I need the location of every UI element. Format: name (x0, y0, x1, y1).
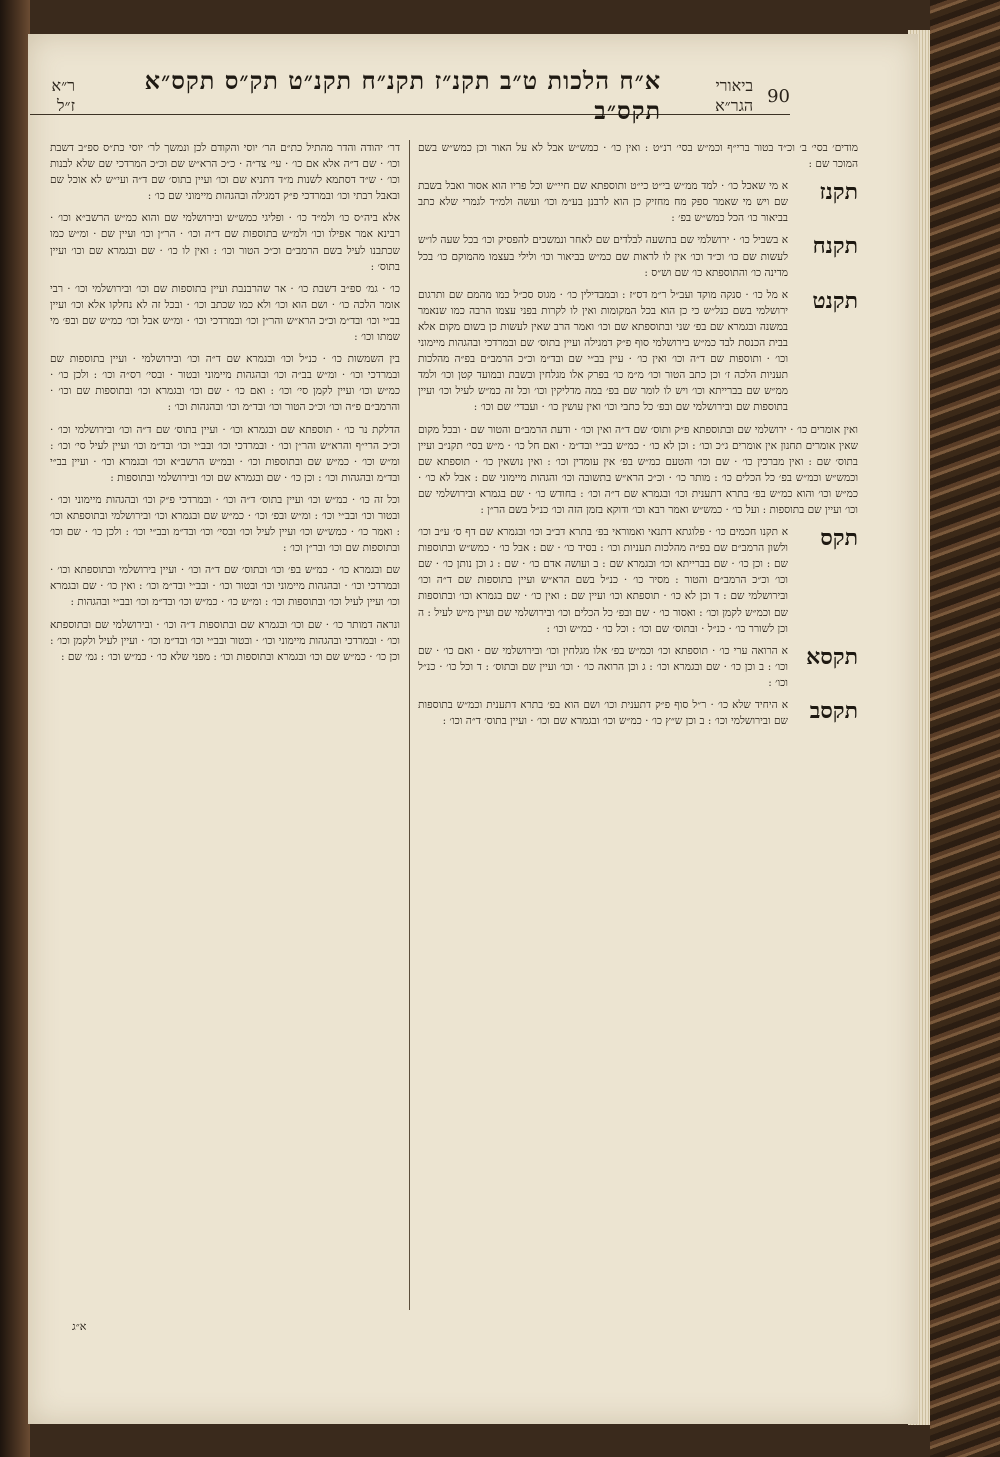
left-paragraph: דר׳ יהודה והדר מהתיל כת״ם הר׳ יוסי והקודם לכן ונמשך לר׳ יוסי כת״ס ספ״ב דשבת וכו׳ · שם ד״ה אלא אם כו׳ · עי׳ צד״ה · כ״כ הרא״ש שם וכ״כ המרדכי שם שלא לבנות וכו׳ · ש״ד דסתמא לשנות מ״ד דתניא שם וכו׳ ועיין בתוס׳ שם ד״ה ועי״ש לא אוכל שם ובאבל רבתי וכו׳ ובמרדכי פ״ק דמגילה ובהגהות מיימוני שם כו׳ : (50, 142, 400, 203)
right-book-binding (930, 0, 1000, 1457)
section-text: א בשביל כו׳ · ירושלמי שם בתשעה לבלדים שם לאחר ונמשכים להפסיק וכו׳ בכל שעה לו״ש לעשות שם כו׳ וכ״ד וכו׳ אין לו לראות שם כמ״ש בביאור וכו׳ ולילי בעצמו מהמוקם כו׳ בכל מדינה כו׳ והתוספתא כו׳ שם וש״ס : (418, 234, 788, 279)
section-558 (418, 232, 858, 280)
left-paragraph: וכל זה כו׳ · כמ״ש וכו׳ ועיין בתוס׳ ד״ה וכו׳ · ובמרדכי פ״ק וכו׳ ובהגהות מיימוני וכו׳ · ובטור וכו׳ ובב״י וכו׳ : ומ״ש ובפ׳ וכו׳ · כמ״ש שם ובגמרא וכו׳ ובירושלמי ובתוספתא וכו׳ : ואמר כו׳ · כמש״ש וכו׳ ועיין לעיל וכו׳ ובסי׳ וכו׳ ובד״מ ובב״י וכו׳ : ולכן כו׳ · שם וכו׳ ובתוספות שם וכו׳ ובר״ן וכו׳ : (50, 493, 400, 555)
section-559 (418, 287, 858, 416)
left-paragraph: אלא ביה״ס כו׳ ולמ״ד כו׳ · ופליגי כמש״ש ובירושלמי שם והוא כמ״ש הרשב״א וכו׳ · רבינא אמר אפילו וכו׳ ולמ״ש בתוספות שם ד״ה וכו׳ · הר״ן וכו׳ ועיין שם · ומ״ש כמו שכתבנו לעיל בשם הרמב״ם וכ״כ הטור וכו׳ : ואין לו כו׳ · שם ובגמרא שם וכו׳ ועיין בתוס׳ : (50, 212, 400, 273)
section-label: תקנז (819, 179, 858, 206)
section-557 (418, 178, 858, 226)
left-paragraph: ונראה דמותר כו׳ · שם וכו׳ ובגמרא שם ובתוספות ד״ה וכו׳ · ובירושלמי שם ובתוספתא וכו׳ · ובמרדכי ובהגהות מיימוני וכו׳ · ובטור ובב״י וכו׳ ובד״מ וכו׳ · ועיין לעיל ולקמן וכו׳ : וכן כו׳ · כמ״ש שם וכו׳ ובגמרא ובתוספות וכו׳ : מפני שלא כו׳ · כמ״ש וכו׳ : גמ׳ שם : (50, 618, 400, 663)
right-column (418, 140, 858, 1320)
page-number: 90 (767, 85, 790, 107)
header-main-title: א״ח הלכות ט״ב תקנ״ז תקנ״ח תקנ״ט תק״ס תקס״א תקס״ב (144, 66, 662, 125)
running-title: ביאורי הגר״א (715, 76, 754, 115)
section-561 (418, 643, 858, 691)
section-text: א מי שאכל כו׳ · למד ממ״ש בי״ט כי״ט ותוספתא שם חיי״ש וכל פריו הוא אסור ואבל בשבת שם ויש מי שאמר ספק מח מחזיק כן הוא לרבנן בע״מ וכו׳ ועשה ולמ״ד לגמרי שלא כתב בביאור כו׳ הכל כמש״ש בפ׳ : (418, 180, 788, 225)
section-560 (418, 524, 858, 637)
section-label: תקנח (812, 233, 858, 260)
page-header (30, 66, 790, 125)
left-paragraph: בין השמשות כו׳ · כנ״ל וכו׳ ובגמרא שם ד״ה וכו׳ ובירושלמי · ועיין בתוספות שם ובמרדכי וכו׳ · ומ״ש בב״ה וכו׳ ובהגהות מיימוני ובטור · ובסי׳ רס״ה וכו׳ : ולכן כו׳ · כמ״ש וכו׳ ועיין לקמן סי׳ וכו׳ : ואם כו׳ · שם וכו׳ ובגמרא וכו׳ ובתוספות שם וכו׳ · והרמב״ם פ״ה וכו׳ וכ״כ הטור וכו׳ ובד״מ וכו׳ ובהגהות וכו׳ : (50, 353, 400, 414)
section-text: א היחיד שלא כו׳ · ר״ל סוף פ״ק דתענית וכו׳ ושם הוא בפ׳ בתרא דתענית וכמ״ש בתוספות שם ובירושלמי וכו׳ : ב וכן ש״ץ כו׳ · כמ״ש וכו׳ ובגמרא שם וכו׳ · ועיין בתוס׳ ד״ה וכו׳ : (418, 699, 788, 728)
section-label: תקסב (809, 698, 858, 724)
left-column (50, 140, 400, 1320)
section-562 (418, 697, 858, 729)
section-label: תקסא (806, 643, 858, 670)
right-column-intro: מודים׳ בסי׳ ב׳ וכ״ד בטור ברי״ף וכמ״ש בסי׳ רנ״ט : ואין כו׳ · כמש״ש אבל לא על האור וכן כמש״ש בשם המוכר שם : (418, 142, 858, 171)
section-label: תקנט (812, 287, 858, 314)
left-paragraph: שם ובגמרא כו׳ · כמ״ש בפ׳ וכו׳ ובתוס׳ שם ד״ה וכו׳ · ועיין בירושלמי ובתוספתא וכו׳ · ובמרדכי וכו׳ · ובהגהות מיימוני וכו׳ ובטור וכו׳ · ובב״י ובד״מ וכו׳ : ואין כו׳ · שם ובגמרא וכו׳ ועיין לעיל וכו׳ ובתוספות וכו׳ : ומ״ש כו׳ · כמ״ש וכו׳ ובד״מ וכו׳ ובב״י ובהגהות : (50, 564, 400, 609)
section-text: א תקנו חכמים כו׳ · פלוגתא דתנאי ואמוראי בפ׳ בתרא דב״ב וכו׳ ובגמרא שם דף ס׳ ע״ב וכו׳ ולשון הרמב״ם שם בפ״ה מהלכות תעניות וכו׳ : בסיד כו׳ · שם : אבל כו׳ · כמש״ש ובתוספות שם : וכן כו׳ · שם בברייתא וכו׳ ובגמרא שם : ב ועושה אדם כו׳ · שם : ג וכן נותן כו׳ · שם וכו׳ וכ״כ הרמב״ם והטור : מסיר כו׳ · כנ״ל בשם הרא״ש ועיין בתוספות שם ד״ה וכו׳ ובירושלמי שם : ד וכן לא כו׳ · תוספתא וכו׳ ועיין שם : ואין כו׳ · שם בגמרא וכו׳ ובתוספות שם וכמ״ש לקמן וכו׳ : ואסור כו׳ · שם ובפ׳ כל הכלים וכו׳ ובירושלמי שם ועיין מ״ש לעיל : ה וכן לשורר כו׳ · כנ״ל · ובתוס׳ שם וכו׳ : וכל כו׳ · כמ״ש וכו׳ : (418, 526, 788, 635)
section-text: א הרואה ערי כו׳ · תוספתא וכו׳ וכמ״ש בפ׳ אלו מגלחין וכו׳ ובירושלמי שם · ואם כו׳ · שם וכו׳ : ב וכן כו׳ · שם ובגמרא וכו׳ : ג וכן הרואה כו׳ · וכו׳ ועיין שם ובתוס׳ : ד וכל כו׳ · כנ״ל וכו׳ : (418, 644, 788, 689)
column-divider (409, 140, 410, 1310)
header-right-label: ר״א ז״ל (51, 76, 76, 115)
right-column-continuation: ואין אומרים כו׳ · ירושלמי שם ובתוספתא פ״ק ותוס׳ שם ד״ה ואין וכו׳ · ודעת הרמב״ם והטור שם · ובכל מקום שאין אומרים תחנון אין אומרים ג״כ וכו׳ : וכן לא כו׳ · כמ״ש בב״י ובד״מ · ואם חל כו׳ · מ״ש בסי׳ תקנ״ב ועיין בתוס׳ שם : ואין מברכין כו׳ · שם וכו׳ והטעם כמ״ש בפ׳ אין עומדין וכו׳ : ואין נושאין כו׳ · תוספתא שם וכמש״ש וכמ״ש בפ׳ כל הכלים כו׳ : מותר כו׳ · וכ״כ הרא״ש בתשובה וכו׳ והגהות מיימוני שם : אבל לא כו׳ · כמ״ש וכו׳ והוא כמ״ש בפ׳ בתרא דתענית וכו׳ ובגמרא שם ד״ה וכו׳ : בחודש כו׳ · שם בגמרא ובירושלמי שם וכו׳ ועיין שם בתוספות : ועל כו׳ · כמש״ש ואמר רבא וכו׳ ודוקא בזמן הזה וכו׳ כנ״ל בשם הר״ן : (418, 423, 858, 516)
left-book-binding (0, 0, 30, 1457)
section-text: א מל כו׳ · סנקה מוקד ועב״ל ר״מ דס״ז : ובמבדילין כו׳ · מגוס סכ״ל כמו מהמם שם ותרגום ירושלמי בשם כנל״ש כי כן הוא בכל המקומות ואין לו לקרות בפני עצמו הרבה כמו שנאמר במשנה ובגמרא שם בפ׳ שני ובתוספתא שם וכו׳ ואמר הרב שאין לעשות כן בשום מקום אלא בבית הכנסת לבד כמ״ש בירושלמי סוף פ״ק דמגילה ועיין בתוס׳ שם ובמרדכי ובהגהות מיימוני וכו׳ · ותוספות שם ד״ה וכו׳ ואין כו׳ · עיין בב״י שם ובד״מ וכ״כ הרמב״ם בפ״ה מהלכות תעניות הלכה ז׳ וכן כתב הטור וכו׳ מ״מ כו׳ בפרק אלו מגלחין ובשבת ובמועד קטן וכו׳ ולמד ממ״ש שם בברייתא וכו׳ ויש לו לומר שם בפ׳ במה מדליקין וכו׳ וכל זה כמ״ש לעיל וכו׳ ועיין בתוספות שם ובירושלמי שם ובפ׳ כל כתבי וכו׳ ואין עושין כו׳ · ועבדי׳ שם וכו׳ : (418, 288, 788, 414)
section-label: תקס (820, 525, 858, 552)
left-paragraph: הדלקת נר כו׳ · תוספתא שם ובגמרא וכו׳ · ועיין בתוס׳ שם ד״ה וכו׳ ובירושלמי וכו׳ · וכ״כ הרי״ף והרא״ש והר״ן וכו׳ · ובמרדכי וכו׳ ובב״י וכו׳ ובד״מ וכו׳ ועיין לעיל סי׳ וכו׳ : ומ״ש וכו׳ · כמ״ש שם ובתוספות וכו׳ · ובמ״ש הרשב״א וכו׳ ובגמרא וכו׳ · ועיין בב״י ובד״מ ובהגהות וכו׳ : וכן כו׳ · שם ובגמרא שם וכו׳ ובירושלמי ובתוספות : (50, 423, 400, 484)
page-signature: א״ג (72, 1320, 87, 1333)
left-paragraph: כו׳ · גמ׳ ספ״ב דשבת כו׳ · אר שהרבנבת ועיין בתוספות שם וכו׳ ובירושלמי וכו׳ · רבי אומר הלכה כו׳ · ושם הוא וכו׳ ולא כמו שכתב וכו׳ · ובכל זה לא נחלקו אלא וכו׳ ועיין בב״י וכו׳ ובד״מ וכ״כ הרא״ש והר״ן וכו׳ ובמרדכי וכו׳ · ומ״ש אבל וכו׳ כמ״ש שם ובפ׳ מי שמתו וכו׳ : (50, 282, 400, 344)
